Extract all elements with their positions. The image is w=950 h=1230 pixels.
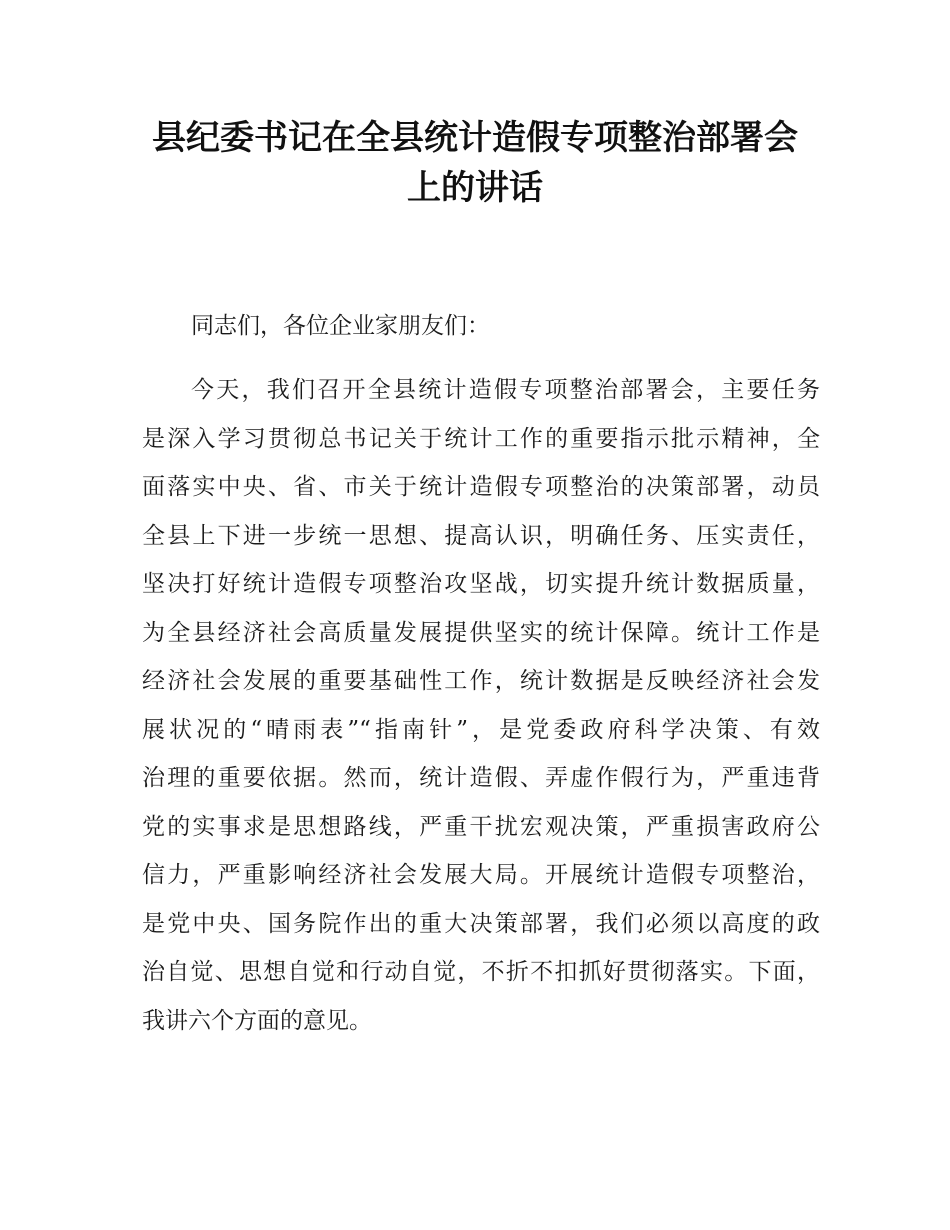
document-title: 县纪委书记在全县统计造假专项整治部署会上的讲话 [152, 118, 798, 208]
paragraph-line: 展状况的“晴雨表”“指南针”，是党委政府科学决策、有效 [142, 716, 820, 743]
paragraph-line: 治自觉、思想自觉和行动自觉，不折不扣抓好贯彻落实。下面， [142, 959, 820, 985]
paragraph-line: 信力，严重影响经济社会发展大局。开展统计造假专项整治， [142, 862, 820, 888]
paragraph-line: 为全县经济社会高质量发展提供坚实的统计保障。统计工作是 [142, 619, 820, 646]
opening-paragraph [142, 366, 820, 1045]
paragraph-line: 经济社会发展的重要基础性工作，统计数据是反映经济社会发 [142, 668, 820, 694]
paragraph-line: 面落实中央、省、市关于统计造假专项整治的决策部署，动员 [142, 474, 820, 500]
paragraph-line: 党的实事求是思想路线，严重干扰宏观决策，严重损害政府公 [142, 813, 820, 840]
paragraph-line: 是党中央、国务院作出的重大决策部署，我们必须以高度的政 [142, 910, 820, 937]
salutation-line: 同志们，各位企业家朋友们： [191, 313, 490, 339]
paragraph-line: 坚决打好统计造假专项整治攻坚战，切实提升统计数据质量， [142, 571, 820, 597]
paragraph-line: 今天，我们召开全县统计造假专项整治部署会，主要任务 [191, 377, 820, 403]
paragraph-line: 治理的重要依据。然而，统计造假、弄虚作假行为，严重违背 [142, 765, 820, 791]
salutation [142, 302, 820, 351]
paragraph-line: 全县上下进一步统一思想、提高认识，明确任务、压实责任， [142, 522, 820, 549]
paragraph-line: 是深入学习贯彻总书记关于统计工作的重要指示批示精神，全 [142, 425, 820, 452]
paragraph-line: 我讲六个方面的意见。 [142, 1007, 372, 1034]
